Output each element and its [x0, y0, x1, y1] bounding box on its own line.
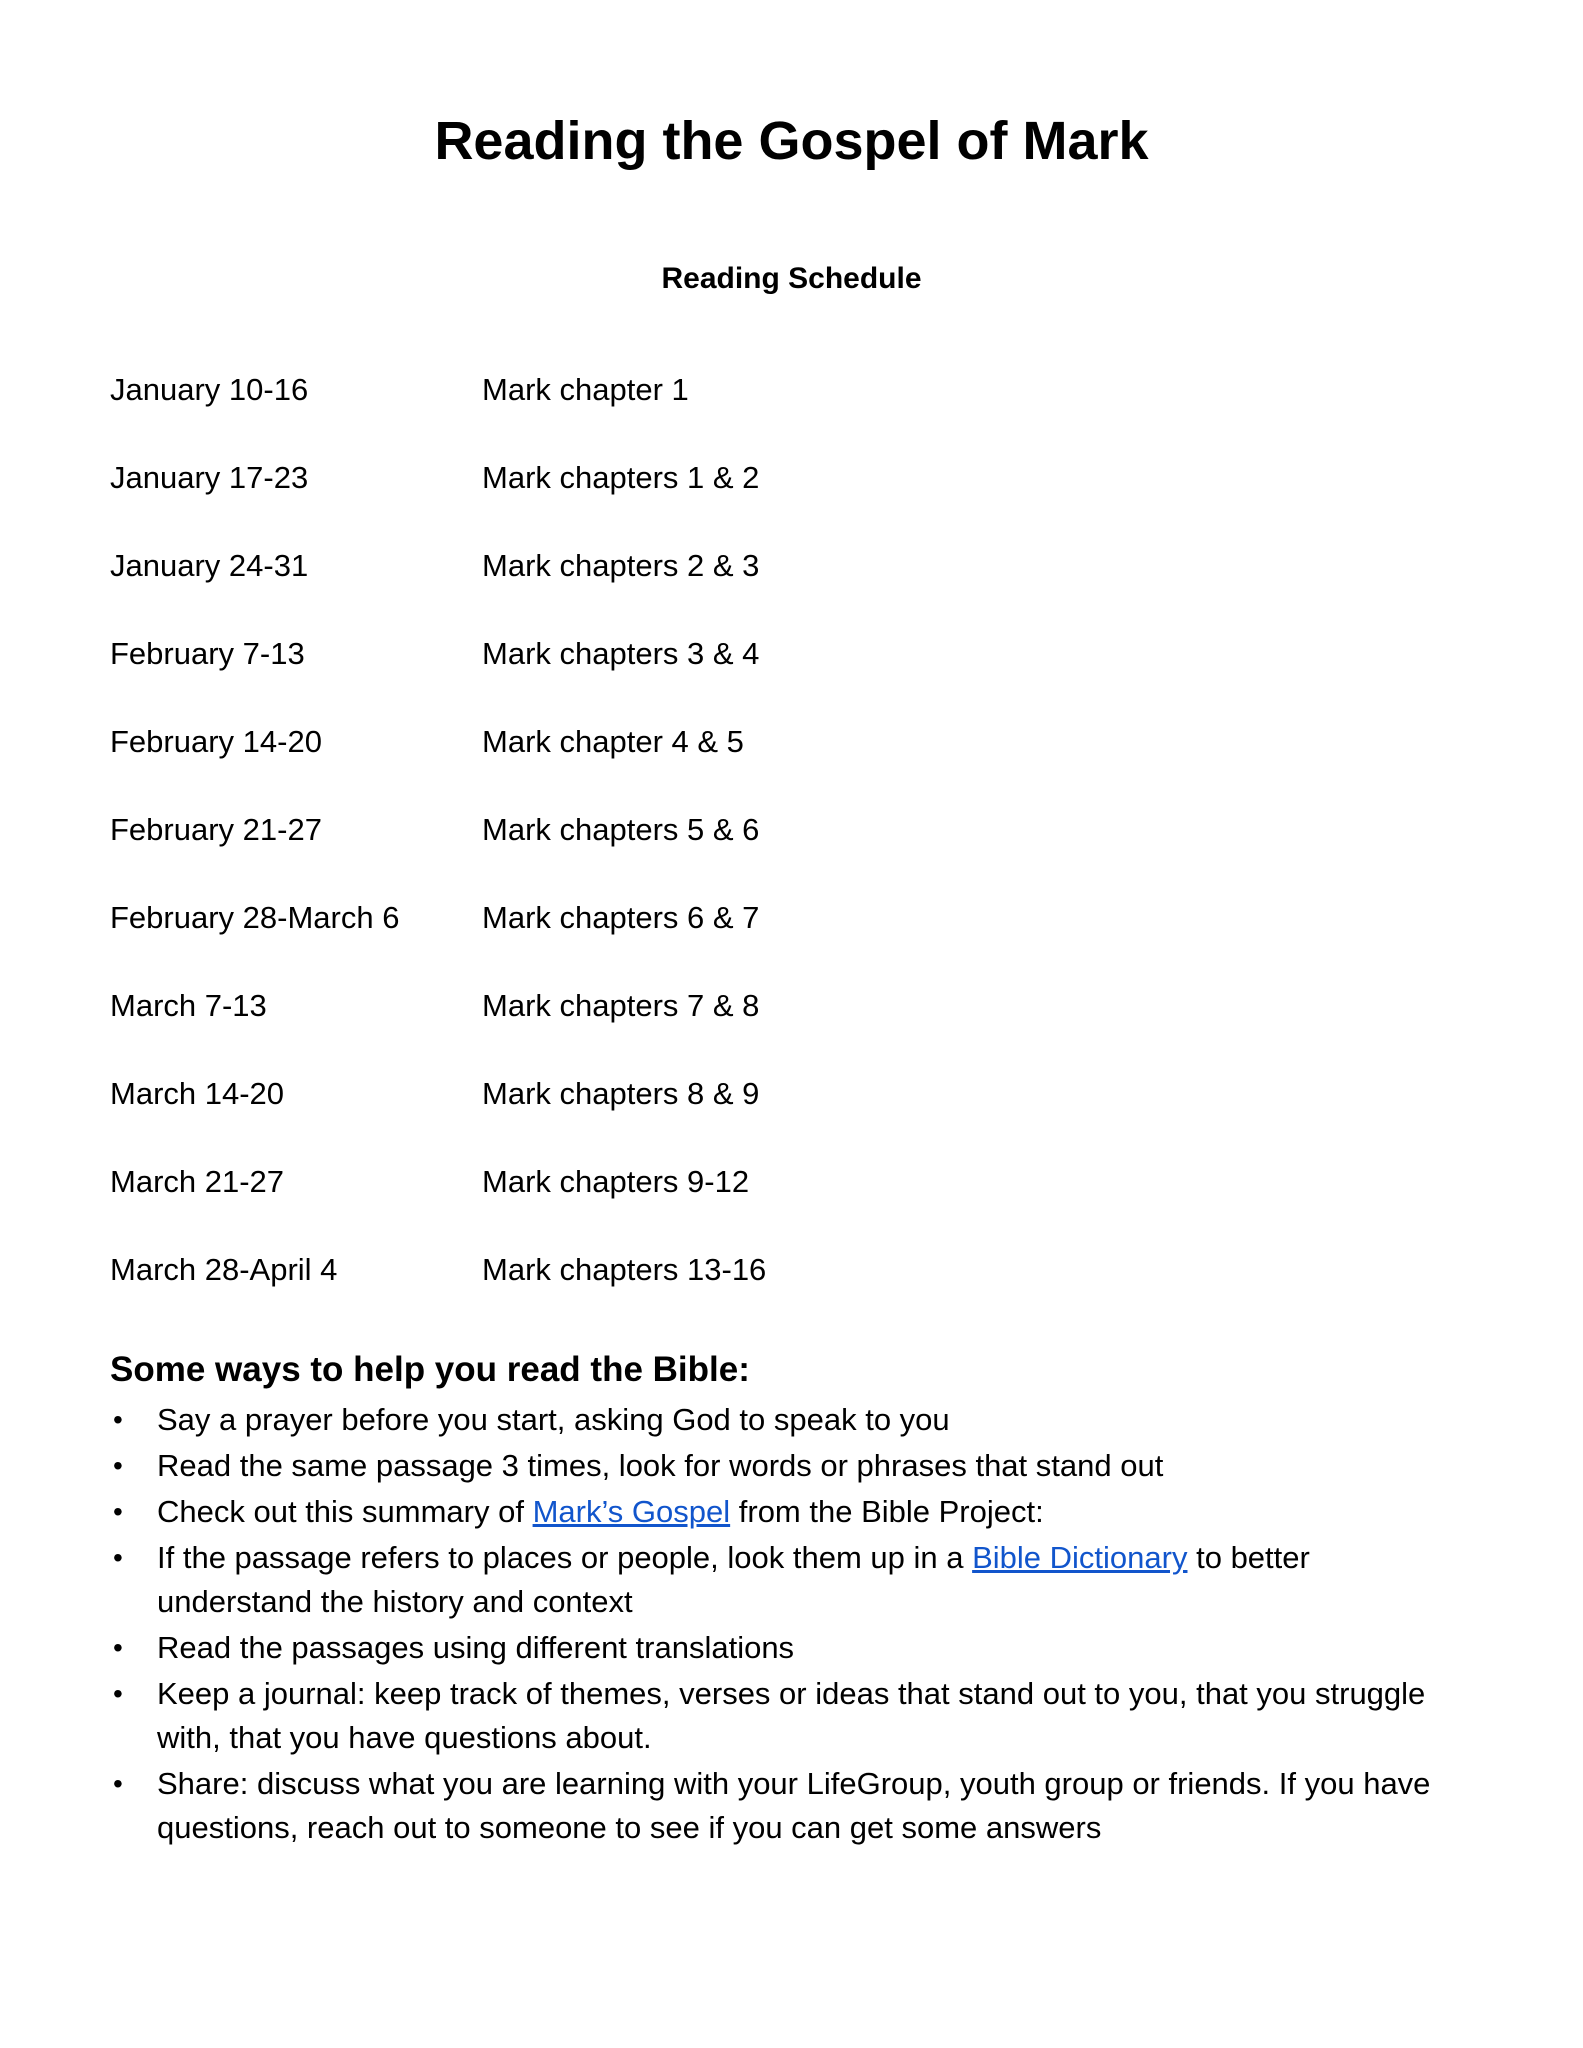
schedule-reading: Mark chapters 7 & 8 — [482, 988, 760, 1023]
tip-text: Check out this summary of — [157, 1494, 533, 1529]
tip-text: Say a prayer before you start, asking God to speak to you — [157, 1402, 950, 1437]
schedule-reading: Mark chapter 4 & 5 — [482, 724, 744, 759]
bullet-icon: • — [113, 1404, 123, 1435]
schedule-date: February 28-March 6 — [110, 900, 400, 935]
schedule-row — [110, 1138, 1010, 1226]
tip-summary — [110, 1490, 1470, 1534]
tip-text: If the passage refers to places or people, look them up in a — [157, 1540, 973, 1575]
tip-text: to better understand the history and context — [157, 1540, 1310, 1619]
bullet-icon: • — [113, 1542, 123, 1573]
schedule-reading: Mark chapters 9-12 — [482, 1164, 750, 1199]
marks-gospel-link[interactable]: Mark’s Gospel — [532, 1494, 731, 1529]
tip-text: Share: discuss what you are learning with your LifeGroup, youth group or friends. If you have questions, reach out to someone to see if you can get some answers — [157, 1766, 1431, 1845]
tip-repeat — [110, 1444, 1470, 1488]
schedule-reading: Mark chapters 2 & 3 — [482, 548, 760, 583]
schedule-reading: Mark chapters 1 & 2 — [482, 460, 760, 495]
schedule-row — [110, 346, 1010, 434]
bullet-icon: • — [113, 1496, 123, 1527]
tips-list — [110, 1398, 1470, 1852]
schedule-date: February 21-27 — [110, 812, 322, 847]
bullet-icon: • — [113, 1632, 123, 1663]
schedule-reading: Mark chapter 1 — [482, 372, 689, 407]
tip-share — [110, 1762, 1470, 1850]
tips-heading: Some ways to help you read the Bible: — [110, 1350, 750, 1389]
tip-dictionary — [110, 1536, 1470, 1624]
schedule-date: February 14-20 — [110, 724, 322, 759]
tip-text: Read the same passage 3 times, look for words or phrases that stand out — [157, 1448, 1164, 1483]
schedule-reading: Mark chapters 5 & 6 — [482, 812, 760, 847]
schedule-date: March 21-27 — [110, 1164, 285, 1199]
schedule-date: February 7-13 — [110, 636, 305, 671]
schedule-row — [110, 434, 1010, 522]
schedule-row — [110, 1226, 1010, 1314]
schedule-row — [110, 610, 1010, 698]
tip-journal — [110, 1672, 1470, 1760]
bullet-icon: • — [113, 1678, 123, 1709]
tip-text: from the Bible Project: — [730, 1494, 1044, 1529]
bullet-icon: • — [113, 1450, 123, 1481]
schedule-reading: Mark chapters 3 & 4 — [482, 636, 760, 671]
schedule-row — [110, 522, 1010, 610]
bullet-icon: • — [113, 1768, 123, 1799]
schedule-date: January 10-16 — [110, 372, 309, 407]
schedule-reading: Mark chapters 6 & 7 — [482, 900, 760, 935]
schedule-row — [110, 1050, 1010, 1138]
schedule-reading: Mark chapters 8 & 9 — [482, 1076, 760, 1111]
schedule-row — [110, 698, 1010, 786]
tip-text: Keep a journal: keep track of themes, verses or ideas that stand out to you, that you struggle with, that you have questions about. — [157, 1676, 1426, 1755]
tip-prayer — [110, 1398, 1470, 1442]
bible-dictionary-link[interactable]: Bible Dictionary — [972, 1540, 1188, 1575]
tip-text: Read the passages using different translations — [157, 1630, 795, 1665]
schedule-date: March 14-20 — [110, 1076, 285, 1111]
schedule-date: March 7-13 — [110, 988, 267, 1023]
schedule-reading: Mark chapters 13-16 — [482, 1252, 767, 1287]
schedule-date: March 28-April 4 — [110, 1252, 338, 1287]
document-title: Reading the Gospel of Mark — [434, 111, 1149, 171]
schedule-row — [110, 874, 1010, 962]
schedule-date: January 17-23 — [110, 460, 309, 495]
schedule-row — [110, 786, 1010, 874]
schedule-date: January 24-31 — [110, 548, 309, 583]
schedule-heading: Reading Schedule — [661, 262, 922, 295]
tip-translations — [110, 1626, 1470, 1670]
reading-schedule — [110, 346, 1010, 1314]
schedule-row — [110, 962, 1010, 1050]
